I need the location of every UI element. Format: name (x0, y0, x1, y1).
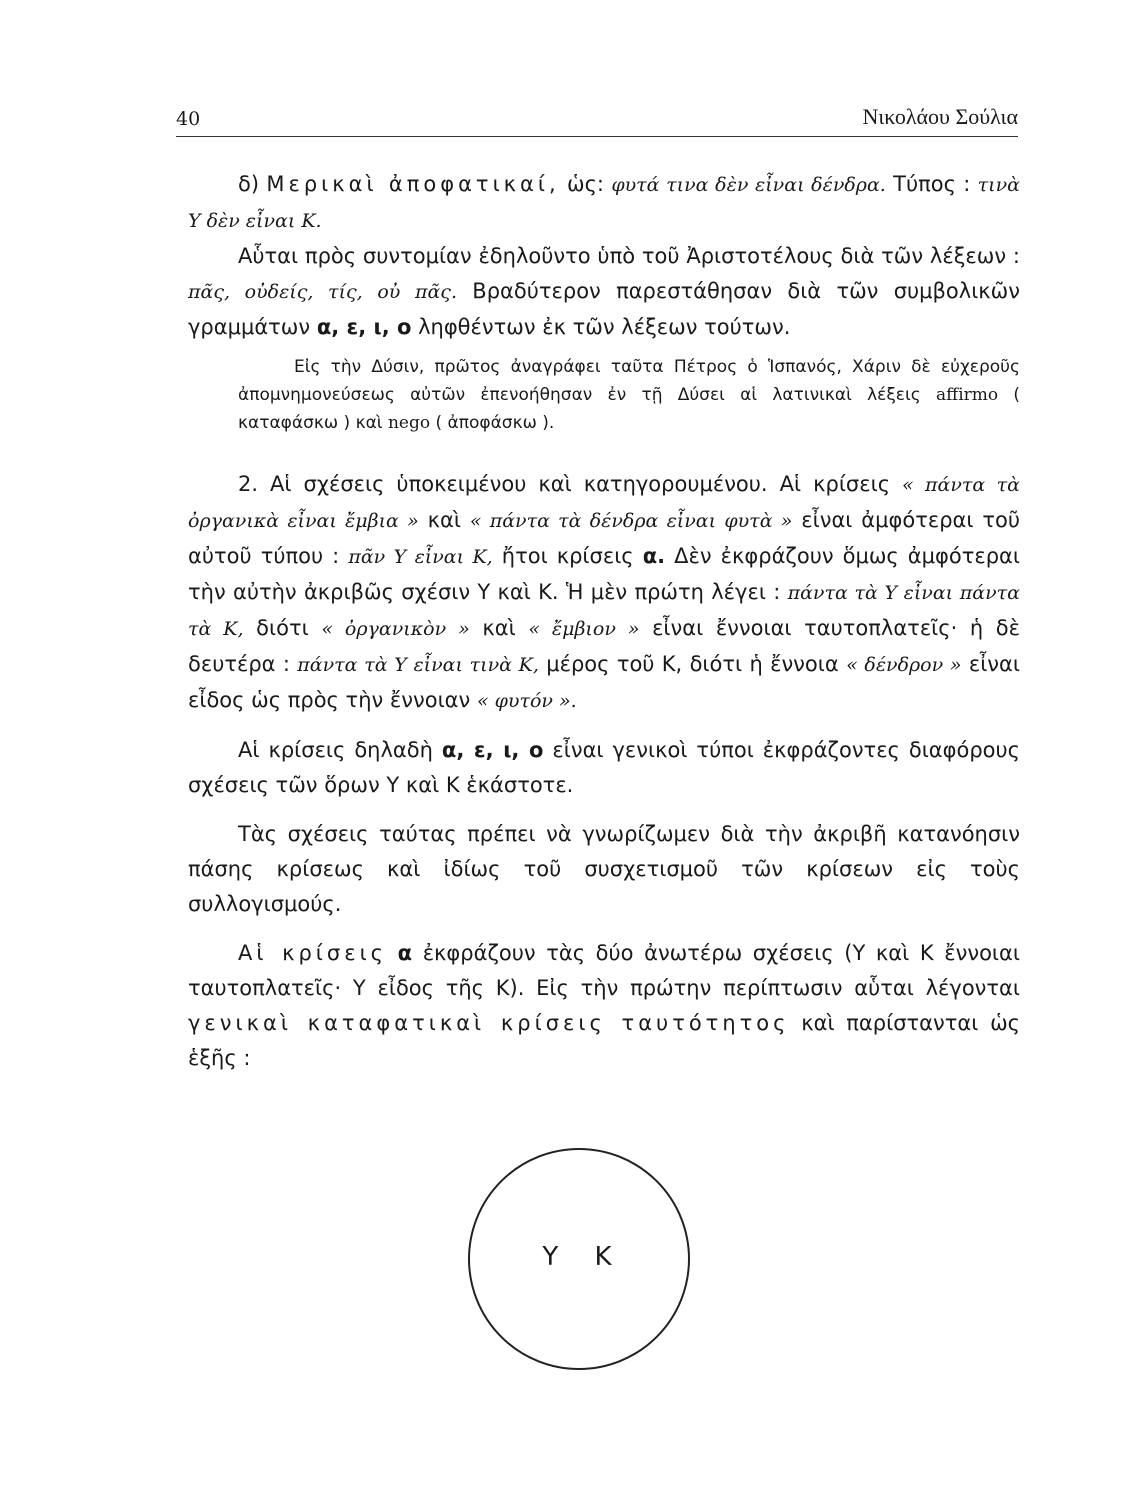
s2-text-4: Δὲν ἐκφράζουν ὅμως ἀμφότεραι τὴν αὐτὴν ἀκριβῶς σχέσιν Υ καὶ Κ. Ἡ μὲν πρώτη λέγει : (188, 544, 1020, 604)
s2-text-8: μέρος τοῦ Κ, διότι ἡ ἔννοια (546, 652, 839, 676)
p4-term: Αἱ κρίσεις (238, 941, 387, 965)
general-types-paragraph (188, 733, 1020, 803)
s2-formula-1: πᾶν Υ εἶναι Κ, (348, 546, 493, 568)
note-and: καὶ (355, 413, 383, 433)
alpha-judgements-paragraph (188, 936, 1020, 1076)
diagram-label: Υ Κ (542, 1242, 626, 1272)
note-latin-affirmo: affirmo (935, 385, 999, 405)
abbrev-text-3: ληφθέντων ἐκ τῶν λέξεων τούτων. (418, 315, 791, 339)
section-d-example: φυτά τινα δὲν εἶναι δένδρα. (611, 174, 886, 196)
abbrev-text-2: Βραδύτερον παρεστάθησαν διὰ τῶν συμβολικῶν γραμμάτων (188, 279, 1020, 339)
s2-quote-4: « ἔμβιον » (528, 618, 640, 640)
s2-quote-6: « φυτόν ». (476, 690, 577, 712)
p4-term-2: γενικαὶ καταφατικαὶ κρίσεις ταυτότητος (188, 1011, 790, 1035)
s2-formula-3: πάντα τὰ Υ εἶναι τινὰ Κ, (297, 654, 539, 676)
note-latin-nego: nego (387, 413, 431, 433)
s2-formula-2: πάντα τὰ Υ εἶναι πάντα τὰ Κ, (188, 582, 1020, 640)
s2-quote-1: « πάντα τὰ ὀργανικὰ εἶναι ἔμβια » (188, 474, 1020, 532)
note-gloss-1: ( καταφάσκω ) (238, 385, 1021, 433)
s2-text-2: εἶναι ἀμφότεραι τοῦ αὐτοῦ τύπου : (188, 508, 1020, 568)
p4-text-b: καὶ παρίστανται ὡς ἑξῆς : (188, 1011, 1020, 1070)
s2-text-1: Αἱ κρίσεις (779, 472, 891, 496)
section-d-paragraph (188, 167, 1020, 239)
s2-text-5: διότι (256, 616, 309, 640)
p2-text-b: εἶναι γενικοὶ τύποι ἐκφράζοντες διαφόρους σχέσεις τῶν ὅρων Υ καὶ Κ ἑκάστοτε. (188, 738, 1020, 797)
s2-text-9: εἶναι εἶδος ὡς πρὸς τὴν ἔννοιαν (188, 652, 1020, 712)
p4-text-a: ἐκφράζουν τὰς δύο ἀνωτέρω σχέσεις (Υ καὶ Κ ἔννοιαι ταυτοπλατεῖς· Υ εἶδος τῆς Κ). Εἰς τὴν πρώτην περίπτωσιν αὗται λέγονται (188, 941, 1020, 1000)
s2-quote-2: « πάντα τὰ δένδρα εἶναι φυτὰ » (469, 510, 793, 532)
section-d-term: Μερικαὶ ἀποφατικαί, (266, 172, 560, 196)
page-header (176, 100, 1018, 137)
relations-paragraph: Τὰς σχέσεις ταύτας πρέπει νὰ γνωρίζωμεν διὰ τὴν ἀκριβῆ κατανόησιν πάσης κρίσεως καὶ ἰδίως τοῦ συσχετισμοῦ τῶν κρίσεων εἰς τοὺς συλλογισμούς. (188, 822, 1020, 916)
note-gloss-2: ( ἀποφάσκω ). (435, 413, 555, 433)
page-number: 40 (176, 108, 201, 130)
abbrev-words: πᾶς, οὐδείς, τίς, οὐ πᾶς. (188, 281, 457, 303)
s2-text-7: εἶναι ἔννοιαι ταυτοπλατεῖς· ἡ δὲ δευτέρα : (188, 616, 1020, 676)
p2-text-a: Αἱ κρίσεις δηλαδὴ (238, 738, 433, 762)
abbrev-text-1: Αὗται πρὸς συντομίαν ἐδηλοῦντο ὑπὸ τοῦ Ἀριστοτέλους διὰ τῶν λέξεων : (238, 244, 1020, 268)
p2-letters: α, ε, ι, ο (441, 738, 544, 762)
identity-circle-diagram (468, 1148, 690, 1370)
s2-and: καὶ (427, 508, 461, 532)
section-d-type-label: Τύπος : (893, 172, 971, 196)
abbrev-letters: α, ε, ι, ο (316, 315, 412, 339)
abbrev-paragraph (188, 239, 1020, 345)
body-text (188, 167, 1020, 1076)
s2-text-6: καὶ (482, 616, 516, 640)
section-d-type-formula: τινὰ Υ δὲν εἶναι Κ. (188, 174, 1021, 232)
section-d-as: ὡς: (567, 172, 604, 196)
section-2-heading: 2. Αἱ σχέσεις ὑποκειμένου καὶ κατηγορουμένου. (238, 472, 768, 496)
s2-quote-3: « ὀργανικὸν » (321, 618, 470, 640)
footnote-block (188, 353, 1020, 437)
p4-alpha: α (397, 941, 413, 965)
footnote-text (238, 353, 1020, 437)
s2-text-3: ἤτοι κρίσεις (501, 544, 634, 568)
running-head: Νικολάου Σούλια (862, 104, 1018, 129)
s2-alpha: α. (642, 544, 666, 568)
section-d-marker: δ) (238, 172, 260, 196)
section-2-paragraph (188, 467, 1020, 719)
s2-quote-5: « δένδρον » (846, 654, 962, 676)
note-text: Εἰς τὴν Δύσιν, πρῶτος ἀναγράφει ταῦτα Πέτρος ὁ Ἱσπανός, Χάριν δὲ εὐχεροῦς ἀπομνημονεύσεως αὐτῶν ἐπενοήθησαν ἐν τῇ Δύσει αἱ λατινικαὶ λέξεις (238, 357, 1020, 405)
